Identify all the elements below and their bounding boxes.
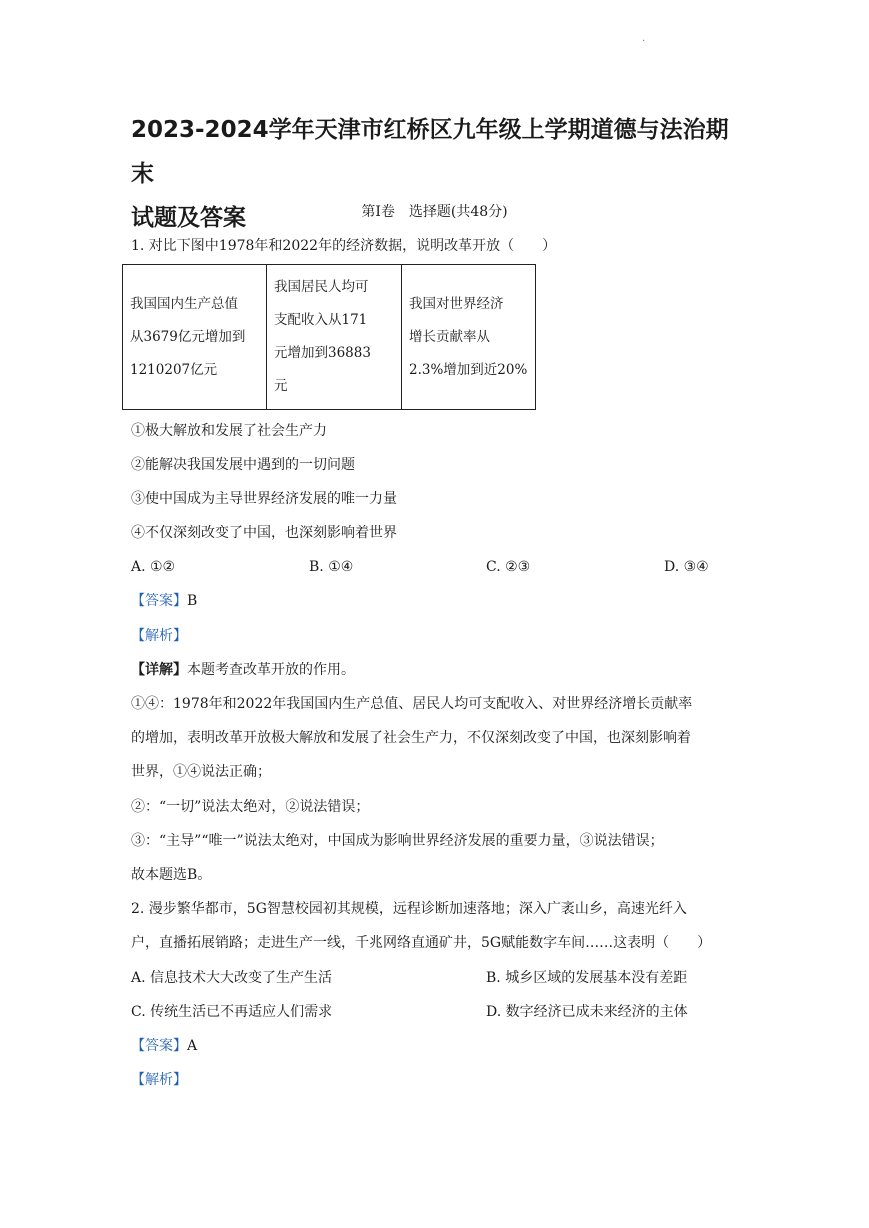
question-2-stem-line-1: 2. 漫步繁华都市，5G智慧校园初其规模，远程诊断加速落地；深入广袤山乡，高速光纤入 bbox=[131, 901, 687, 917]
answer-value: A bbox=[187, 1038, 198, 1054]
table-cell-contribution: 我国对世界经济 增长贡献率从 2.3%增加到近20% bbox=[402, 265, 536, 410]
q2-option-b: B. 城乡区域的发展基本没有差距 bbox=[486, 970, 688, 986]
title-line-2: 试题及答案 bbox=[131, 205, 246, 231]
statement-4: ④不仅深刻改变了中国，也深刻影响着世界 bbox=[131, 525, 397, 541]
table-row bbox=[123, 265, 536, 410]
q2-option-a: A. 信息技术大大改变了生产生活 bbox=[131, 970, 333, 986]
table-cell-income: 我国居民人均可 支配收入从171 元增加到36883 元 bbox=[267, 265, 402, 410]
section-heading: 第Ⅰ卷 选择题(共48分) bbox=[361, 204, 508, 220]
statement-2: ②能解决我国发展中遇到的一切问题 bbox=[131, 457, 355, 473]
explanation-line: 世界，①④说法正确； bbox=[131, 764, 271, 780]
answer-label: 【答案】 bbox=[131, 593, 187, 609]
q1-detail bbox=[131, 660, 355, 680]
q2-analysis-label: 【解析】 bbox=[131, 1072, 187, 1088]
question-2-stem-line-2: 户，直播拓展销路；走进生产一线，千兆网络直通矿井，5G赋能数字车间……这表明（ ） bbox=[131, 935, 712, 951]
q1-answer bbox=[131, 591, 197, 611]
q2-option-c: C. 传统生活已不再适应人们需求 bbox=[131, 1004, 333, 1020]
q1-analysis-label: 【解析】 bbox=[131, 628, 187, 644]
title-line-1: 2023-2024学年天津市红桥区九年级上学期道德与法治期末 bbox=[131, 117, 729, 187]
explanation-line: ③：“主导”“唯一”说法太绝对，中国成为影响世界经济发展的重要力量，③说法错误； bbox=[131, 833, 664, 849]
explanation-line: ②：“一切”说法太绝对，②说法错误； bbox=[131, 799, 370, 815]
q1-option-b: B. ①④ bbox=[309, 559, 354, 575]
question-1-stem: 1. 对比下图中1978年和2022年的经济数据，说明改革开放（ ） bbox=[131, 238, 557, 254]
statement-1: ①极大解放和发展了社会生产力 bbox=[131, 423, 327, 439]
explanation-line: 故本题选B。 bbox=[131, 867, 212, 883]
economic-data-table bbox=[122, 264, 536, 410]
explanation-line: ①④：1978年和2022年我国国内生产总值、居民人均可支配收入、对世界经济增长贡献率 bbox=[131, 696, 693, 712]
answer-label: 【答案】 bbox=[131, 1038, 187, 1054]
q1-option-a: A. ①② bbox=[131, 559, 176, 575]
statement-3: ③使中国成为主导世界经济发展的唯一力量 bbox=[131, 491, 397, 507]
q1-option-d: D. ③④ bbox=[664, 559, 709, 575]
header-dot: · bbox=[642, 36, 646, 47]
explanation-line: 的增加，表明改革开放极大解放和发展了社会生产力，不仅深刻改变了中国，也深刻影响着 bbox=[131, 730, 691, 746]
q2-option-d: D. 数字经济已成未来经济的主体 bbox=[486, 1004, 688, 1020]
table-cell-gdp: 我国国内生产总值 从3679亿元增加到 1210207亿元 bbox=[123, 265, 267, 410]
detail-label: 【详解】 bbox=[131, 662, 187, 678]
detail-text: 本题考查改革开放的作用。 bbox=[187, 662, 355, 678]
q1-option-c: C. ②③ bbox=[486, 559, 531, 575]
answer-value: B bbox=[187, 593, 198, 609]
q2-answer bbox=[131, 1036, 197, 1056]
